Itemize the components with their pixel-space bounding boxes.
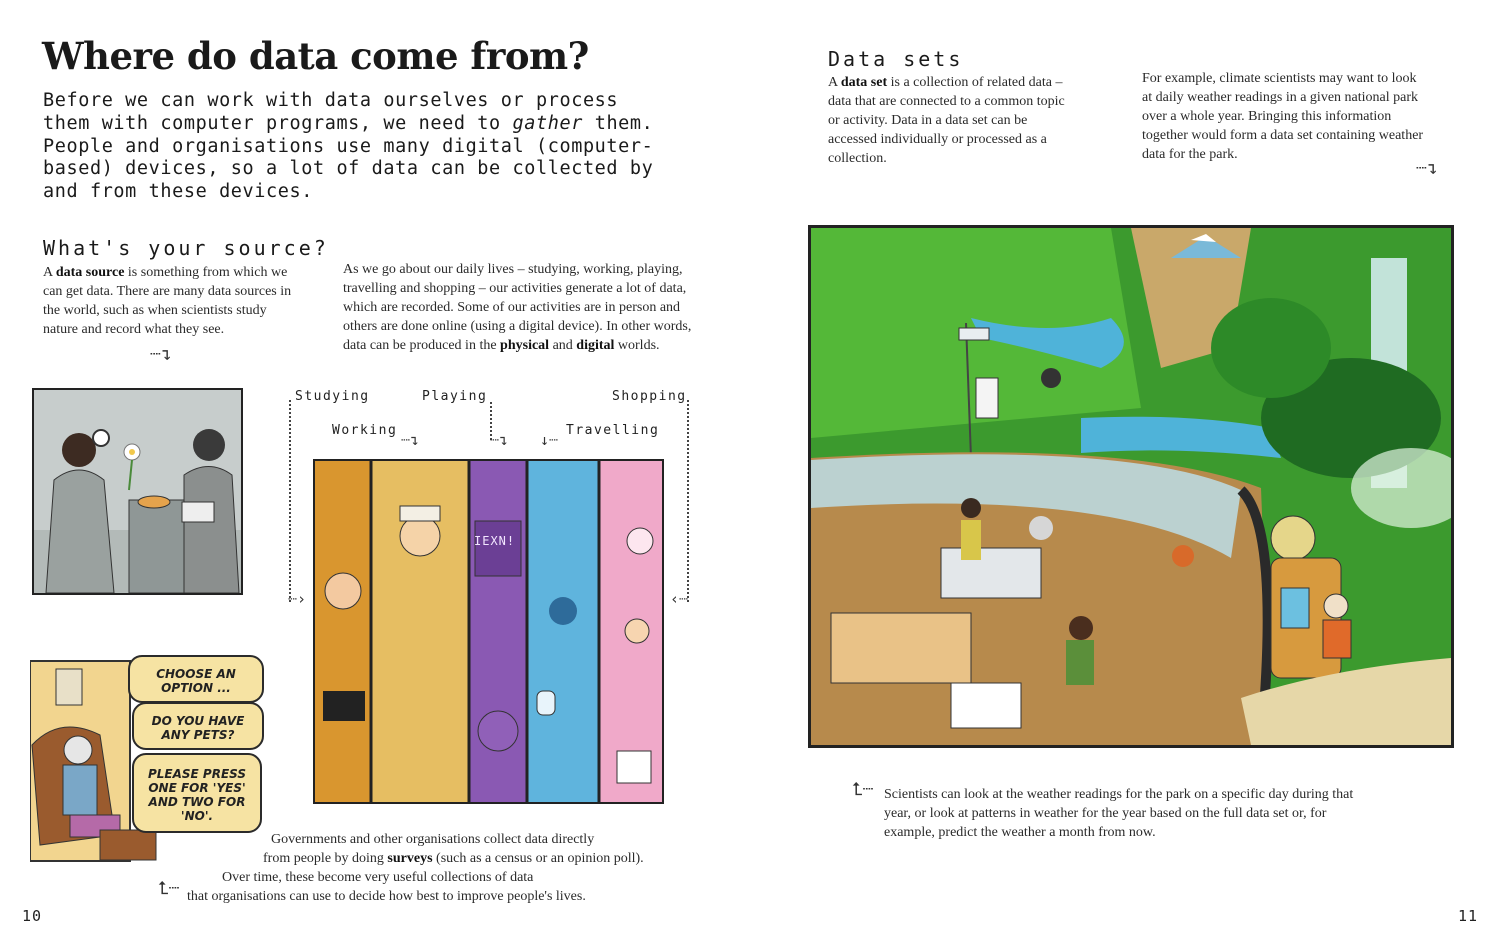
data-set-term: data set (840, 75, 888, 90)
page-title: Where do data come from? (42, 34, 589, 78)
data-sets-heading: Data sets (828, 47, 964, 71)
gather-emphasis: gather (512, 112, 583, 134)
data-source-paragraph: A data source is something from which we can get data. There are many data sources in the world, such as when scientists study nature and record what they see. (43, 265, 292, 337)
digital-term: digital (576, 338, 615, 353)
studying-connector (289, 400, 291, 602)
data-source-term: data source (55, 265, 125, 280)
label-studying: Studying (295, 389, 370, 404)
shopping-connector (687, 400, 689, 602)
arrow-up-icon: ⮤┈ (158, 878, 180, 899)
label-shopping: Shopping (612, 389, 687, 404)
activity-strips (315, 461, 662, 802)
climate-example-paragraph: For example, climate scientists may want to look at daily weather readings in a given national park over a whole year. Bringing this information together would form a data set containing weather data for the park. (1142, 71, 1424, 162)
weather-caption: Scientists can look at the weather readings for the park on a specific day during that year, or look at patterns in weather for the year based on the full data set or, for example, predict the weather a month from now. (884, 787, 1354, 840)
arrow-down-icon: ┈↴ (1416, 158, 1438, 179)
speech-bubble-pets: DO YOU HAVE ANY PETS? (132, 702, 264, 750)
arrow-right-icon: ┈› (288, 590, 307, 608)
page-number-left: 10 (22, 907, 43, 925)
arrow-down-icon: ┈↴ (490, 431, 509, 449)
speech-bubble-choose: CHOOSE AN OPTION ... (128, 655, 264, 703)
arrow-down-icon: ↓┈ (540, 431, 559, 449)
arrow-left-icon: ‹┈ (670, 590, 689, 608)
arrow-down-icon: ┈↴ (401, 431, 420, 449)
page-number-right: 11 (1458, 907, 1479, 925)
survey-line-2: from people by doing surveys (such as a census or an opinion poll). (263, 851, 644, 866)
speech-bubble-press: PLEASE PRESS ONE FOR 'YES' AND TWO FOR 'NO'. (132, 753, 262, 833)
national-park-scene (811, 228, 1451, 745)
scientist-scene (34, 390, 241, 593)
survey-line-1: Governments and other organisations collect data directly (271, 832, 595, 847)
arrow-down-icon: ┈↴ (150, 344, 172, 365)
activities-illustration (313, 459, 664, 804)
label-working: Working (332, 423, 398, 438)
survey-line-3: Over time, these become very useful collections of data (222, 870, 534, 885)
intro-paragraph: Before we can work with data ourselves or process them with computer programs, we need to gather them. People and organisations use many digital (computer-based) devices, so a lot of data can be collected by and from these devices. (43, 90, 654, 203)
survey-illustration (30, 655, 272, 873)
survey-line-4: that organisations can use to decide how best to improve people's lives. (187, 889, 586, 904)
weather-station-illustration (808, 225, 1454, 748)
surveys-term: surveys (387, 851, 433, 866)
game-screen-text: IEXN! (474, 534, 516, 548)
source-heading: What's your source? (43, 236, 329, 260)
daily-lives-paragraph: As we go about our daily lives – studying, working, playing, travelling and shopping – our activities generate a lot of data, which are recorded. Some of our activities are in person and others are done online (using a digital device). In other words, data can be produced in the physical and digital worlds. (343, 262, 692, 353)
arrow-up-icon: ⮤┈ (852, 779, 874, 800)
label-travelling: Travelling (566, 423, 660, 438)
label-playing: Playing (422, 389, 488, 404)
data-set-paragraph: A data set is a collection of related data – data that are connected to a common topic or activity. Data in a data set can be accessed individually or processed as a collection. (828, 75, 1065, 166)
scientist-illustration (32, 388, 243, 595)
physical-term: physical (500, 338, 550, 353)
